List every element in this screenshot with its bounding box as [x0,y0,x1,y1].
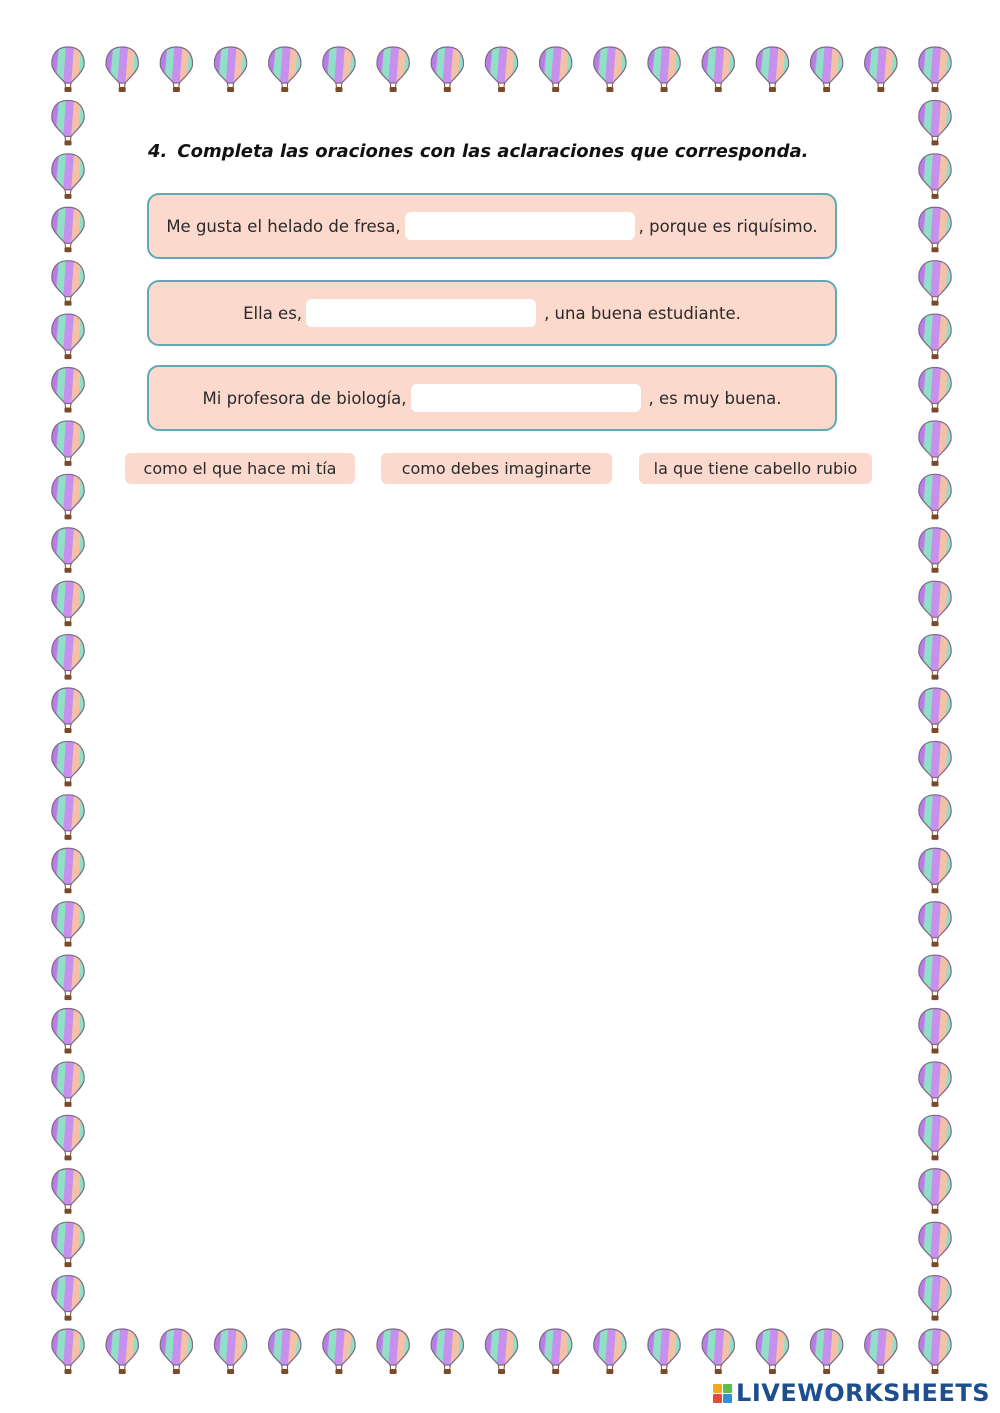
hot-air-balloon-icon [375,46,411,92]
sentence-2 [147,280,837,346]
hot-air-balloon-icon [104,46,140,92]
hot-air-balloon-icon [917,1008,953,1054]
hot-air-balloon-icon [917,99,953,145]
sentence-3 [147,365,837,431]
hot-air-balloon-icon [50,580,86,626]
sentence-1-before: Me gusta el helado de fresa, [166,216,401,236]
hot-air-balloon-icon [754,1328,790,1374]
hot-air-balloon-icon [50,153,86,199]
hot-air-balloon-icon [50,1221,86,1267]
hot-air-balloon-icon [50,1168,86,1214]
sentence-3-after: , es muy buena. [648,388,782,408]
hot-air-balloon-icon [50,527,86,573]
hot-air-balloon-icon [538,1328,574,1374]
option-chip-3[interactable]: la que tiene cabello rubio [639,453,872,484]
hot-air-balloon-icon [158,1328,194,1374]
answer-blank-1[interactable] [405,212,635,240]
hot-air-balloon-icon [50,1008,86,1054]
hot-air-balloon-icon [917,473,953,519]
hot-air-balloon-icon [50,1114,86,1160]
hot-air-balloon-icon [538,46,574,92]
hot-air-balloon-icon [484,1328,520,1374]
hot-air-balloon-icon [917,901,953,947]
hot-air-balloon-icon [917,1061,953,1107]
answer-blank-2[interactable] [306,299,536,327]
logo-mark-icon [713,1384,732,1403]
hot-air-balloon-icon [917,634,953,680]
brand-name: LIVEWORKSHEETS [736,1379,990,1407]
hot-air-balloon-icon [700,1328,736,1374]
hot-air-balloon-icon [917,420,953,466]
hot-air-balloon-icon [267,1328,303,1374]
hot-air-balloon-icon [754,46,790,92]
hot-air-balloon-icon [917,313,953,359]
hot-air-balloon-icon [917,1275,953,1321]
hot-air-balloon-icon [484,46,520,92]
hot-air-balloon-icon [104,1328,140,1374]
hot-air-balloon-icon [50,206,86,252]
hot-air-balloon-icon [809,1328,845,1374]
hot-air-balloon-icon [809,46,845,92]
option-chip-1[interactable]: como el que hace mi tía [125,453,355,484]
hot-air-balloon-icon [917,46,953,92]
hot-air-balloon-icon [917,687,953,733]
sentence-3-before: Mi profesora de biología, [202,388,407,408]
hot-air-balloon-icon [863,1328,899,1374]
hot-air-balloon-icon [50,1275,86,1321]
hot-air-balloon-icon [321,46,357,92]
sentence-1 [147,193,837,259]
hot-air-balloon-icon [158,46,194,92]
hot-air-balloon-icon [646,1328,682,1374]
option-chip-2[interactable]: como debes imaginarte [381,453,612,484]
hot-air-balloon-icon [50,473,86,519]
hot-air-balloon-icon [917,367,953,413]
hot-air-balloon-icon [50,46,86,92]
hot-air-balloon-icon [917,580,953,626]
hot-air-balloon-icon [50,260,86,306]
hot-air-balloon-icon [50,901,86,947]
hot-air-balloon-icon [50,740,86,786]
hot-air-balloon-icon [917,527,953,573]
sentence-2-before: Ella es, [243,303,303,323]
hot-air-balloon-icon [50,99,86,145]
hot-air-balloon-icon [50,847,86,893]
hot-air-balloon-icon [917,847,953,893]
hot-air-balloon-icon [917,1328,953,1374]
hot-air-balloon-icon [50,1328,86,1374]
hot-air-balloon-icon [321,1328,357,1374]
hot-air-balloon-icon [50,794,86,840]
hot-air-balloon-icon [50,313,86,359]
exercise-instruction [148,141,868,162]
hot-air-balloon-icon [375,1328,411,1374]
hot-air-balloon-icon [50,367,86,413]
hot-air-balloon-icon [917,954,953,1000]
hot-air-balloon-icon [592,46,628,92]
hot-air-balloon-icon [917,1168,953,1214]
hot-air-balloon-icon [213,1328,249,1374]
exercise-number: 4. [148,141,168,162]
hot-air-balloon-icon [917,260,953,306]
hot-air-balloon-icon [917,206,953,252]
hot-air-balloon-icon [267,46,303,92]
instruction-text: Completa las oraciones con las aclaraciones que corresponda. [177,141,809,162]
hot-air-balloon-icon [429,46,465,92]
hot-air-balloon-icon [863,46,899,92]
hot-air-balloon-icon [917,1114,953,1160]
hot-air-balloon-icon [700,46,736,92]
hot-air-balloon-icon [917,1221,953,1267]
hot-air-balloon-icon [429,1328,465,1374]
hot-air-balloon-icon [50,687,86,733]
sentence-1-after: , porque es riquísimo. [638,216,818,236]
hot-air-balloon-icon [50,634,86,680]
hot-air-balloon-icon [50,954,86,1000]
hot-air-balloon-icon [917,794,953,840]
hot-air-balloon-icon [592,1328,628,1374]
hot-air-balloon-icon [646,46,682,92]
liveworksheets-logo [713,1379,990,1407]
answer-blank-3[interactable] [411,384,641,412]
hot-air-balloon-icon [213,46,249,92]
hot-air-balloon-icon [50,420,86,466]
hot-air-balloon-icon [50,1061,86,1107]
hot-air-balloon-icon [917,740,953,786]
sentence-2-after: , una buena estudiante. [544,303,741,323]
hot-air-balloon-icon [917,153,953,199]
